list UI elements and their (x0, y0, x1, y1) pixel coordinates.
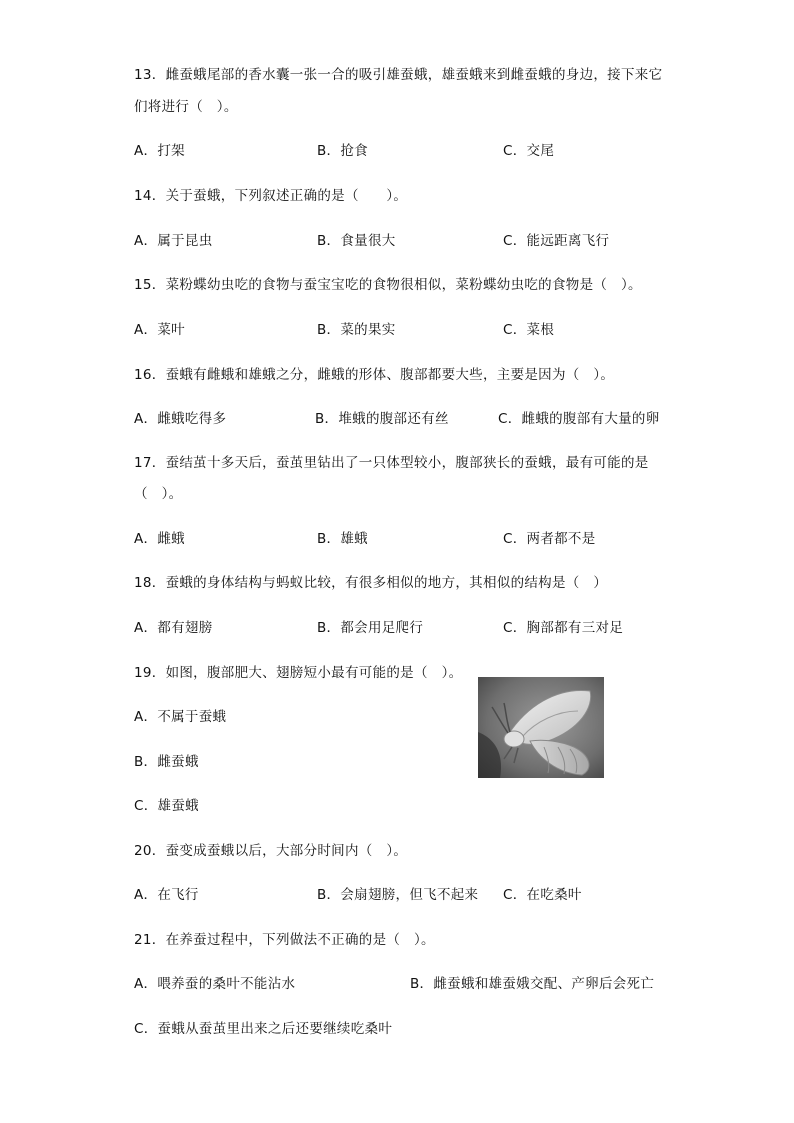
question-21-option-b: B．雌蚕蛾和雄蚕娥交配、产卵后会死亡 (410, 976, 655, 992)
question-13-text-line-1: 13．雌蚕蛾尾部的香水囊一张一合的吸引雄蚕蛾，雄蚕蛾来到雌蚕蛾的身边，接下来它 (134, 67, 663, 83)
question-20-option-a: A．在飞行 (134, 887, 199, 903)
question-15-option-a: A．菜叶 (134, 322, 185, 338)
question-18-text: 18．蚕蛾的身体结构与蚂蚁比较，有很多相似的地方，其相似的结构是（ ） (134, 575, 608, 591)
question-20-option-c: C．在吃桑叶 (503, 887, 582, 903)
question-14-option-b: B．食量很大 (317, 233, 396, 249)
question-18-option-c: C．胸部都有三对足 (503, 620, 624, 636)
silkworm-moth-photo (478, 677, 604, 778)
question-19-option-b: B．雌蚕蛾 (134, 754, 199, 770)
question-21-text: 21．在养蚕过程中，下列做法不正确的是（ ）。 (134, 932, 435, 948)
question-16-text: 16．蚕蛾有雌蛾和雄蛾之分，雌蛾的形体、腹部都要大些，主要是因为（ ）。 (134, 367, 615, 383)
question-20-option-b: B．会扇翅膀，但飞不起来 (317, 887, 479, 903)
question-21-option-c: C．蚕蛾从蚕茧里出来之后还要继续吃桑叶 (134, 1021, 393, 1037)
question-13-option-b: B．抢食 (317, 143, 368, 159)
question-18-option-a: A．都有翅膀 (134, 620, 213, 636)
question-17-option-c: C．两者都不是 (503, 531, 596, 547)
question-15-option-b: B．菜的果实 (317, 322, 396, 338)
question-17-text-line-2: （ ）。 (134, 486, 183, 502)
question-17-text-line-1: 17．蚕结茧十多天后，蚕茧里钻出了一只体型较小，腹部狭长的蚕蛾，最有可能的是 (134, 455, 649, 471)
question-19-option-a: A．不属于蚕蛾 (134, 709, 227, 725)
question-21-option-a: A．喂养蚕的桑叶不能沾水 (134, 976, 296, 992)
question-16-option-b: B．堆蛾的腹部还有丝 (315, 411, 449, 427)
question-18-option-b: B．都会用足爬行 (317, 620, 424, 636)
question-15-option-c: C．菜根 (503, 322, 555, 338)
question-17-option-a: A．雌蛾 (134, 531, 185, 547)
question-14-option-a: A．属于昆虫 (134, 233, 213, 249)
question-13-option-c: C．交尾 (503, 143, 555, 159)
question-19-option-c: C．雄蚕蛾 (134, 798, 199, 814)
question-14-text: 14．关于蚕蛾，下列叙述正确的是（ ）。 (134, 188, 408, 204)
question-14-option-c: C．能远距离飞行 (503, 233, 610, 249)
question-13-option-a: A．打架 (134, 143, 185, 159)
question-13-text-line-2: 们将进行（ ）。 (134, 99, 238, 115)
question-16-option-a: A．雌蛾吃得多 (134, 411, 227, 427)
question-20-text: 20．蚕变成蚕蛾以后，大部分时间内（ ）。 (134, 843, 408, 859)
question-19-text: 19．如图，腹部肥大、翅膀短小最有可能的是（ ）。 (134, 665, 463, 681)
question-15-text: 15．菜粉蝶幼虫吃的食物与蚕宝宝吃的食物很相似，菜粉蝶幼虫吃的食物是（ ）。 (134, 277, 642, 293)
question-16-option-c: C．雌蛾的腹部有大量的卵 (498, 411, 660, 427)
question-17-option-b: B．雄蛾 (317, 531, 368, 547)
